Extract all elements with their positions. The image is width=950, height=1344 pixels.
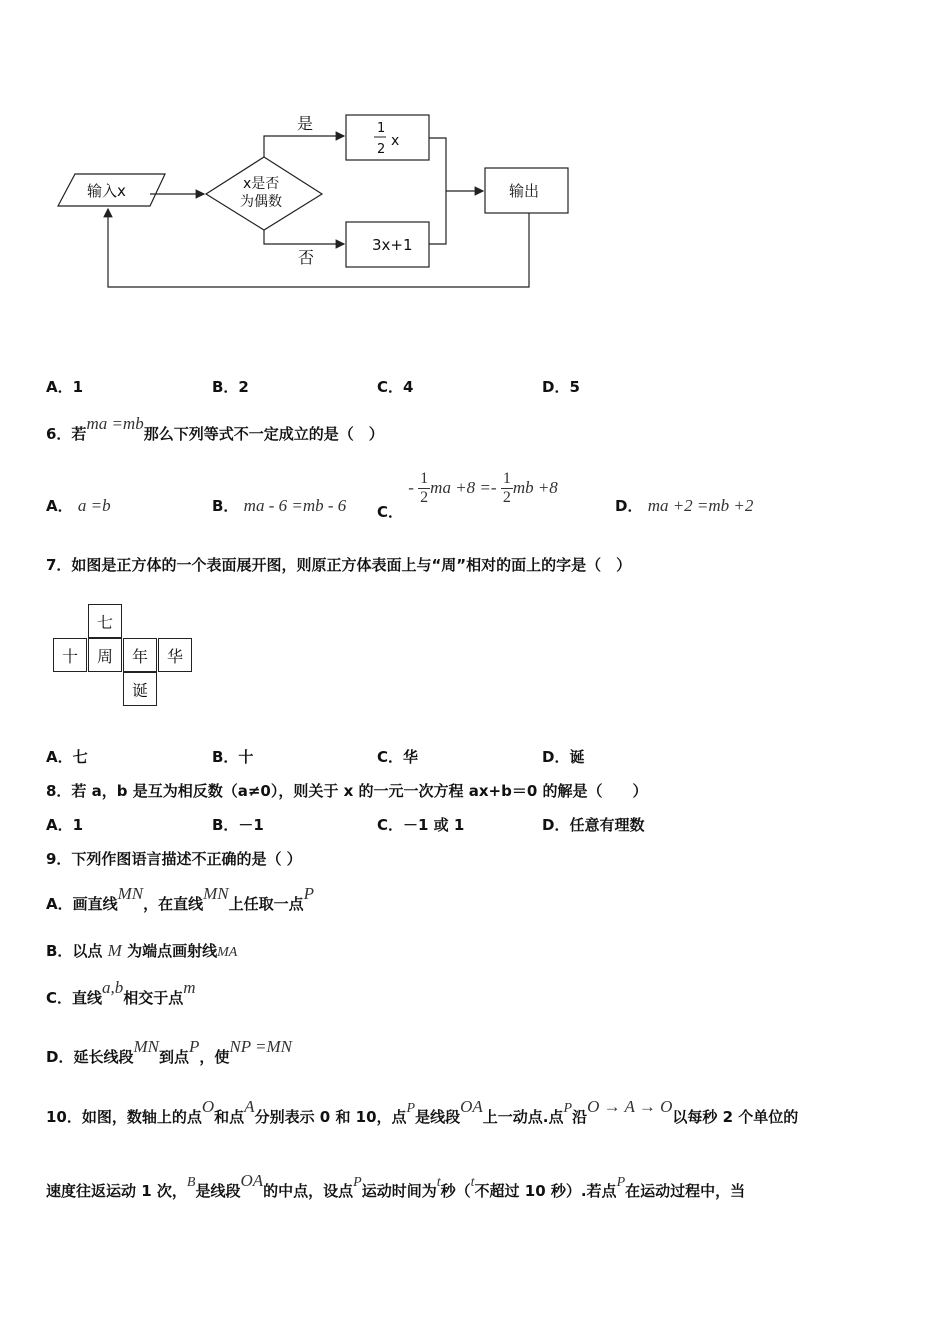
net-cell-shi: 十 [53, 638, 87, 672]
q9-b-m: M [107, 941, 122, 960]
q10-l2-f: 不超过 10 秒）.若点 [474, 1182, 617, 1200]
q6-c-frac1-num: 1 [420, 470, 429, 487]
q9-option-b[interactable] [46, 940, 237, 961]
q9-option-c[interactable] [46, 978, 196, 1008]
q7-option-b[interactable]: B．十 [212, 748, 254, 766]
q9-a-pre: A．画直线 [46, 895, 118, 913]
q8-option-b[interactable]: B．－1 [212, 816, 264, 834]
q6-c-mid: ma +8 =- [430, 478, 501, 497]
no-box-label: 3x+1 [372, 236, 413, 254]
yes-box-numerator: 1 [377, 121, 386, 136]
q10-l2-p: P [353, 1175, 362, 1190]
q10-l2-t: t [436, 1175, 441, 1190]
q10-l1-g: 以每秒 2 个单位的 [672, 1108, 799, 1126]
q9-b-pre: B．以点 [46, 942, 103, 960]
q9-d-mid: 到点 [158, 1048, 189, 1066]
q10-l1-e: 上一动点.点 [482, 1108, 564, 1126]
q6-c-frac2 [501, 470, 513, 507]
q10-l2-p2: P [616, 1175, 626, 1190]
q9-c-m: m [183, 978, 196, 997]
q6-c-frac2-num: 1 [502, 470, 511, 487]
q9-b-mid: 为端点画射线 [127, 942, 218, 960]
q8-option-c[interactable]: C．－1 或 1 [377, 816, 465, 834]
q10-l1-a-point: A [244, 1097, 255, 1116]
output-label: 输出 [509, 182, 540, 200]
q9-a-post: 上任取一点 [228, 895, 304, 913]
q6-condition: ma =mb [86, 414, 144, 433]
q10-l1-d: 是线段 [415, 1108, 461, 1126]
q6-label-d: D． [615, 497, 643, 515]
q6-c-frac2-den: 2 [502, 489, 511, 506]
net-cell-zhou: 周 [88, 638, 122, 672]
q6-stem [46, 414, 384, 444]
decision-line2: 为偶数 [240, 194, 282, 210]
net-cell-dan: 诞 [123, 672, 157, 706]
q5-option-d[interactable]: D．5 [542, 378, 580, 396]
q10-l2-d: 运动时间为 [361, 1182, 437, 1200]
flowchart [0, 0, 950, 320]
q6-d-math: ma +2 =mb +2 [647, 496, 754, 515]
q5-option-c[interactable]: C．4 [377, 378, 414, 396]
q10-l2-b: 是线段 [195, 1182, 241, 1200]
decision-line1: x是否 [243, 176, 280, 192]
net-cell-qi: 七 [88, 604, 122, 638]
q6-a-math: a =b [77, 496, 111, 515]
q6-label-c: C． [377, 503, 404, 521]
q7-option-d[interactable]: D．诞 [542, 748, 585, 766]
q6-option-d[interactable] [615, 495, 753, 516]
q9-d-p: P [188, 1037, 200, 1056]
q9-c-pre: C．直线 [46, 989, 103, 1007]
q10-l2-oa: OA [240, 1171, 264, 1190]
q9-a-mn1: MN [117, 884, 144, 903]
q9-stem: 9．下列作图语言描述不正确的是（ ） [46, 850, 302, 868]
q10-l2-t2: t [470, 1175, 475, 1190]
yes-box-denominator: 2 [377, 142, 386, 157]
q10-l1-oa: OA [460, 1097, 483, 1116]
q9-c-ab: a,b [102, 978, 124, 997]
q9-option-d[interactable] [46, 1037, 293, 1067]
q7-stem: 7．如图是正方体的一个表面展开图，则原正方体表面上与“周”相对的面上的字是（ ） [46, 556, 632, 574]
net-cell-hua: 华 [158, 638, 192, 672]
no-label: 否 [298, 248, 315, 267]
q5-option-b[interactable]: B．2 [212, 378, 249, 396]
q9-b-ma: MA [217, 945, 238, 960]
q8-option-a[interactable]: A．1 [46, 816, 84, 834]
q6-c-frac1-den: 2 [420, 489, 429, 506]
q9-d-pre: D．延长线段 [46, 1048, 134, 1066]
q9-d-post: ，使 [199, 1048, 230, 1066]
yes-box [346, 115, 429, 160]
q10-l1-p: P [406, 1101, 416, 1116]
q10-l1-path: O → A → O [587, 1097, 673, 1116]
q5-option-a[interactable]: A．1 [46, 378, 84, 396]
q6-c-minus: - [408, 478, 419, 497]
q9-option-a[interactable] [46, 884, 315, 914]
q9-d-mn: MN [133, 1037, 159, 1056]
net-cell-nian: 年 [123, 638, 157, 672]
q7-option-c[interactable]: C．华 [377, 748, 419, 766]
q10-l1-a: 10．如图，数轴上的点 [46, 1108, 202, 1126]
q6-label-a: A． [46, 497, 73, 515]
input-label: 输入x [87, 182, 126, 200]
q6-option-a[interactable] [46, 495, 111, 516]
q6-option-b[interactable] [212, 495, 346, 516]
q6-c-frac1 [418, 470, 430, 507]
q6-b-math: ma - 6 =mb - 6 [243, 496, 347, 515]
q10-l2-g: 在运动过程中，当 [625, 1182, 746, 1200]
q10-l1-f: 沿 [572, 1108, 588, 1126]
q9-d-eq: NP =MN [229, 1037, 293, 1056]
q10-l2-b-point: B [186, 1175, 196, 1190]
q10-l1-c: 分别表示 0 和 10，点 [254, 1108, 407, 1126]
q9-a-mid: ，在直线 [143, 895, 204, 913]
q6-stem-text: 那么下列等式不一定成立的是（ ） [143, 425, 384, 443]
q10-l1-o: O [201, 1097, 215, 1116]
q10-l2-a: 速度往返运动 1 次， [46, 1182, 187, 1200]
q9-a-p: P [303, 884, 315, 903]
q6-option-c[interactable] [377, 470, 558, 521]
q6-prefix: 6．若 [46, 425, 87, 443]
q6-label-b: B． [212, 497, 239, 515]
q10-l2-e: 秒（ [440, 1182, 471, 1200]
q9-c-mid: 相交于点 [123, 989, 184, 1007]
q10-l2-c: 的中点，设点 [263, 1182, 354, 1200]
q6-c-end: mb +8 [512, 478, 558, 497]
q7-option-a[interactable]: A．七 [46, 748, 88, 766]
q8-stem: 8．若 a，b 是互为相反数（a≠0），则关于 x 的一元一次方程 ax+b＝0 的解是（ ） [46, 782, 648, 800]
q10-l1-b: 和点 [214, 1108, 245, 1126]
yes-box-variable: x [391, 133, 400, 149]
q8-option-d[interactable]: D．任意有理数 [542, 816, 645, 834]
q10-line1 [46, 1097, 799, 1127]
q10-line2 [46, 1171, 746, 1201]
yes-label: 是 [297, 114, 314, 133]
q10-l1-p2: P [563, 1101, 573, 1116]
q9-a-mn2: MN [203, 884, 229, 903]
